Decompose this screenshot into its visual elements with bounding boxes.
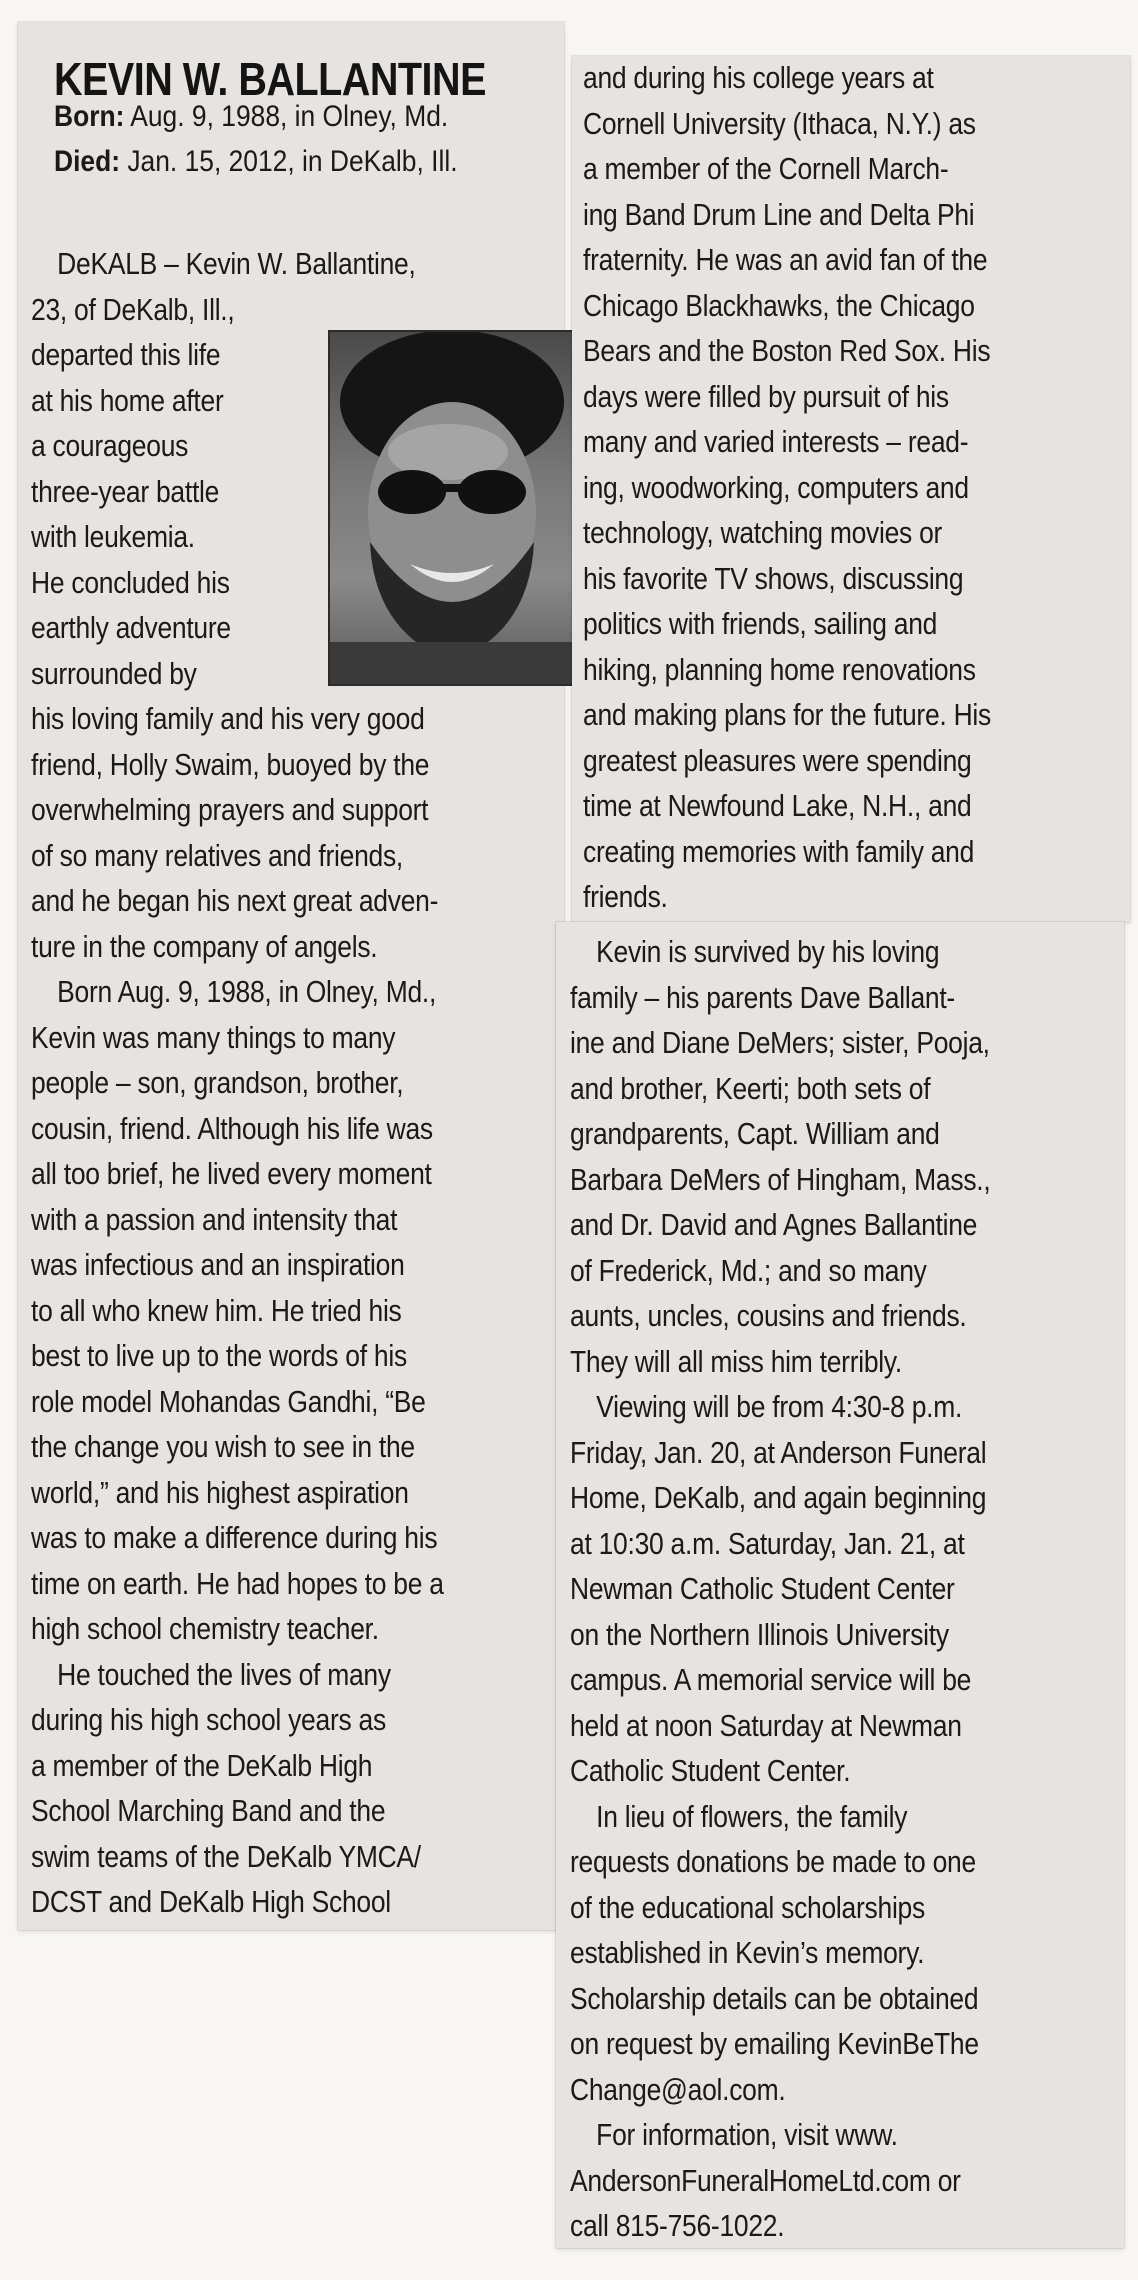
born-label: Born:: [54, 100, 125, 133]
text-line: and brother, Keerti; both sets of: [570, 1071, 931, 1106]
text-line: For information, visit www.: [570, 2118, 898, 2152]
text-line: ing Band Drum Line and Delta Phi: [583, 197, 975, 232]
born-line: [54, 100, 448, 134]
text-line: Chicago Blackhawks, the Chicago: [583, 288, 975, 323]
text-line: the change you wish to see in the: [31, 1430, 415, 1464]
text-line: swim teams of the DeKalb YMCA/: [31, 1839, 421, 1874]
text-line: was infectious and an inspiration: [31, 1248, 405, 1282]
text-line: Newman Catholic Student Center: [570, 1572, 955, 1606]
text-line: time at Newfound Lake, N.H., and: [583, 789, 972, 823]
text-line: and Dr. David and Agnes Ballantine: [570, 1208, 978, 1242]
text-line: best to live up to the words of his: [31, 1339, 407, 1373]
text-line: earthly adventure: [31, 611, 231, 645]
text-line: time on earth. He had hopes to be a: [31, 1566, 444, 1601]
text-line: hiking, planning home renovations: [583, 652, 976, 687]
text-line: role model Mohandas Gandhi, “Be: [31, 1384, 426, 1419]
text-line: a member of the Cornell March-: [583, 152, 949, 186]
text-line: during his high school years as: [31, 1703, 386, 1737]
text-line: to all who knew him. He tried his: [31, 1293, 402, 1328]
text-line: They will all miss him terribly.: [570, 1344, 902, 1379]
text-line: call 815-756-1022.: [570, 2209, 785, 2243]
died-label: Died:: [54, 145, 120, 178]
text-line: Viewing will be from 4:30-8 p.m.: [570, 1390, 963, 1424]
text-line: greatest pleasures were spending: [583, 743, 972, 778]
column-2a-text: [583, 56, 991, 921]
text-line: School Marching Band and the: [31, 1794, 386, 1828]
text-line: a courageous: [31, 429, 189, 463]
text-line: DCST and DeKalb High School: [31, 1885, 391, 1919]
clipping-right-column-upper: [572, 56, 1130, 922]
text-line: was to make a difference during his: [31, 1521, 438, 1555]
text-line: and making plans for the future. His: [583, 698, 991, 732]
text-line: grandparents, Capt. William and: [570, 1117, 940, 1151]
text-line: AndersonFuneralHomeLtd.com or: [570, 2163, 961, 2198]
died-line: [54, 145, 458, 179]
text-line: Change@aol.com.: [570, 2072, 786, 2107]
text-line: established in Kevin’s memory.: [570, 1936, 925, 1970]
died-value: Jan. 15, 2012, in DeKalb, Ill.: [127, 145, 458, 178]
text-line: of the educational scholarships: [570, 1890, 925, 1925]
text-line: aunts, uncles, cousins and friends.: [570, 1299, 967, 1333]
text-line: DeKALB – Kevin W. Ballantine,: [31, 247, 416, 281]
text-line: many and varied interests – read-: [583, 425, 969, 459]
text-line: creating memories with family and: [583, 834, 975, 869]
text-line: In lieu of flowers, the family: [570, 1799, 908, 1834]
text-line: and he began his next great adven-: [31, 884, 439, 918]
text-line: politics with friends, sailing and: [583, 607, 938, 641]
text-line: on request by emailing KevinBeThe: [570, 2027, 979, 2061]
text-line: his loving family and his very good: [31, 702, 425, 736]
text-line: days were filled by pursuit of his: [583, 379, 949, 414]
column-2b-text: [570, 930, 990, 2250]
clipping-left-column: [18, 22, 564, 1930]
text-line: He touched the lives of many: [31, 1657, 391, 1692]
text-line: of so many relatives and friends,: [31, 838, 404, 873]
text-line: friend, Holly Swaim, buoyed by the: [31, 747, 430, 782]
text-line: of Frederick, Md.; and so many: [570, 1253, 927, 1288]
text-line: cousin, friend. Although his life was: [31, 1111, 433, 1146]
text-line: Home, DeKalb, and again beginning: [570, 1481, 987, 1515]
text-line: Scholarship details can be obtained: [570, 1981, 979, 2016]
text-line: 23, of DeKalb, Ill.,: [31, 292, 235, 327]
text-line: fraternity. He was an avid fan of the: [583, 243, 988, 277]
text-line: a member of the DeKalb High: [31, 1748, 373, 1783]
text-line: all too brief, he lived every moment: [31, 1157, 432, 1191]
text-line: world,” and his highest aspiration: [31, 1475, 409, 1510]
text-line: departed this life: [31, 338, 221, 372]
text-line: Barbara DeMers of Hingham, Mass.,: [570, 1162, 991, 1197]
text-line: ine and Diane DeMers; sister, Pooja,: [570, 1026, 990, 1060]
text-line: friends.: [583, 880, 668, 914]
text-line: held at noon Saturday at Newman: [570, 1708, 962, 1743]
text-line: on the Northern Illinois University: [570, 1617, 949, 1652]
clipping-right-column-lower: [556, 922, 1124, 2248]
text-line: Catholic Student Center.: [570, 1754, 851, 1788]
text-line: ing, woodworking, computers and: [583, 470, 969, 505]
text-line: Friday, Jan. 20, at Anderson Funeral: [570, 1435, 987, 1470]
text-line: three-year battle: [31, 474, 220, 509]
obituary-name: KEVIN W. BALLANTINE: [54, 53, 486, 105]
text-line: campus. A memorial service will be: [570, 1663, 972, 1697]
text-line: surrounded by: [31, 656, 197, 691]
text-line: with a passion and intensity that: [31, 1202, 398, 1237]
text-line: overwhelming prayers and support: [31, 793, 429, 827]
text-line: people – son, grandson, brother,: [31, 1066, 404, 1100]
text-line: and during his college years at: [583, 61, 934, 95]
text-line: Kevin was many things to many: [31, 1020, 396, 1055]
text-line: ture in the company of angels.: [31, 929, 378, 964]
column-1-text: [31, 242, 444, 1926]
text-line: family – his parents Dave Ballant-: [570, 980, 955, 1015]
text-line: Kevin is survived by his loving: [570, 935, 940, 969]
text-line: Bears and the Boston Red Sox. His: [583, 334, 991, 368]
text-line: Cornell University (Ithaca, N.Y.) as: [583, 106, 976, 141]
born-value: Aug. 9, 1988, in Olney, Md.: [130, 100, 449, 133]
text-line: his favorite TV shows, discussing: [583, 561, 964, 596]
text-line: high school chemistry teacher.: [31, 1612, 379, 1646]
text-line: requests donations be made to one: [570, 1845, 976, 1879]
text-line: technology, watching movies or: [583, 516, 943, 550]
text-line: at his home after: [31, 383, 224, 418]
text-line: with leukemia.: [31, 520, 195, 554]
text-line: Born Aug. 9, 1988, in Olney, Md.,: [31, 975, 437, 1009]
text-line: He concluded his: [31, 565, 230, 600]
text-line: at 10:30 a.m. Saturday, Jan. 21, at: [570, 1526, 965, 1561]
